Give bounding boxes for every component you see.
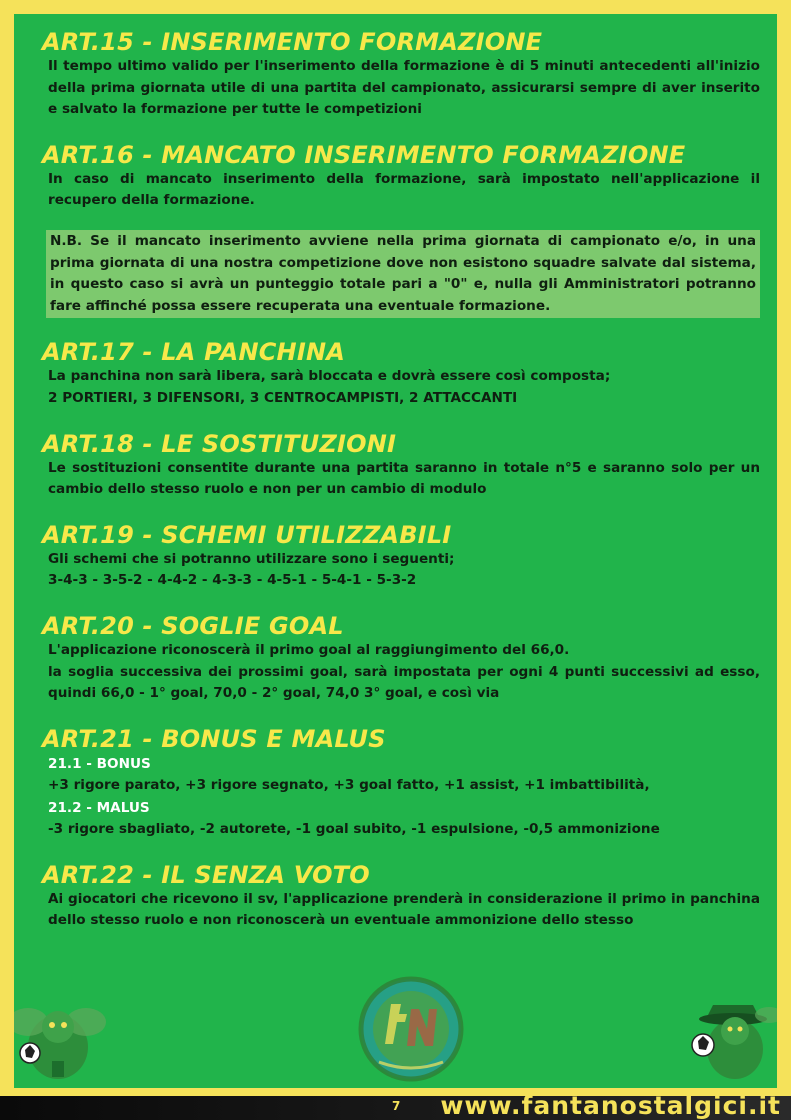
article-19 [42, 521, 760, 592]
article-line: La panchina non sarà libera, sarà bloccata e dovrà essere così composta; [48, 368, 611, 385]
mascot-right-icon [683, 987, 777, 1082]
article-16 [42, 141, 760, 319]
article-22 [42, 861, 760, 932]
article-title: ART.21 - BONUS E MALUS [42, 724, 386, 753]
article-text: Ai giocatori che ricevono il sv, l'applicazione prenderà in considerazione il primo in panchina dello stesso ruolo e non riconoscerà un eventuale ammonizione dello stesso [48, 890, 760, 929]
rules-content [42, 28, 760, 952]
article-title: ART.17 - LA PANCHINA [42, 338, 346, 367]
article-21 [42, 725, 760, 841]
mascot-left-icon [14, 987, 108, 1082]
article-line: 2 PORTIERI, 3 DIFENSORI, 3 CENTROCAMPISTI, 2 ATTACCANTI [48, 389, 518, 406]
club-logo [349, 974, 473, 1084]
article-20 [42, 612, 760, 705]
bonus-subtitle: 21.1 - BONUS [48, 755, 151, 772]
article-title: ART.22 - IL SENZA VOTO [42, 860, 370, 889]
article-18 [42, 430, 760, 501]
article-text: In caso di mancato inserimento della formazione, sarà impostato nell'applicazione il recupero della formazione. [48, 170, 760, 209]
article-title: ART.15 - INSERIMENTO FORMAZIONE [42, 28, 543, 56]
bonus-text: +3 rigore parato, +3 rigore segnato, +3 goal fatto, +1 assist, +1 imbattibilità, [48, 777, 650, 794]
article-text: Le sostituzioni consentite durante una partita saranno in totale n°5 e saranno solo per un cambio dello stesso ruolo e non per un cambio di modulo [48, 459, 760, 498]
article-title: ART.18 - LE SOSTITUZIONI [42, 429, 397, 458]
article-text: la soglia successiva dei prossimi goal, sarà impostata per ogni 4 punti successivi ad esso, quindi 66,0 - 1° goal, 70,0 - 2° goal, 74,0 3° goal, e così via [48, 663, 760, 702]
page-body [14, 14, 777, 1088]
article-title: ART.19 - SCHEMI UTILIZZABILI [42, 520, 452, 549]
article-title: ART.20 - SOGLIE GOAL [42, 611, 344, 640]
malus-text: -3 rigore sbagliato, -2 autorete, -1 goal subito, -1 espulsione, -0,5 ammonizione [48, 821, 660, 838]
article-title: ART.16 - MANCATO INSERIMENTO FORMAZIONE [42, 140, 686, 169]
article-line: Gli schemi che si potranno utilizzare sono i seguenti; [48, 550, 455, 567]
note-box: N.B. Se il mancato inserimento avviene nella prima giornata di campionato e/o, in una prima giornata di una nostra competizione dove non esistono squadre salvate dal sistema, in questo caso si avrà un punteggio totale pari a "0" e, nulla gli Amministratori potranno fare affinché possa essere recuperata una eventuale formazione. [46, 230, 760, 318]
article-15 [42, 28, 760, 121]
formations-list: 3-4-3 - 3-5-2 - 4-4-2 - 4-3-3 - 4-5-1 - 5-4-1 - 5-3-2 [48, 572, 417, 589]
article-17 [42, 338, 760, 409]
malus-subtitle: 21.2 - MALUS [48, 799, 150, 816]
website-link[interactable]: www.fantanostalgici.it [440, 1091, 781, 1120]
article-line: L'applicazione riconoscerà il primo goal al raggiungimento del 66,0. [48, 641, 570, 658]
page-number: 7 [392, 1099, 401, 1113]
article-text: Il tempo ultimo valido per l'inserimento della formazione è di 5 minuti antecedenti all'inizio della prima giornata utile di una partita del campionato, assicurarsi sempre di aver inserito e salvato la formazione per tutte le competizioni [48, 58, 760, 118]
